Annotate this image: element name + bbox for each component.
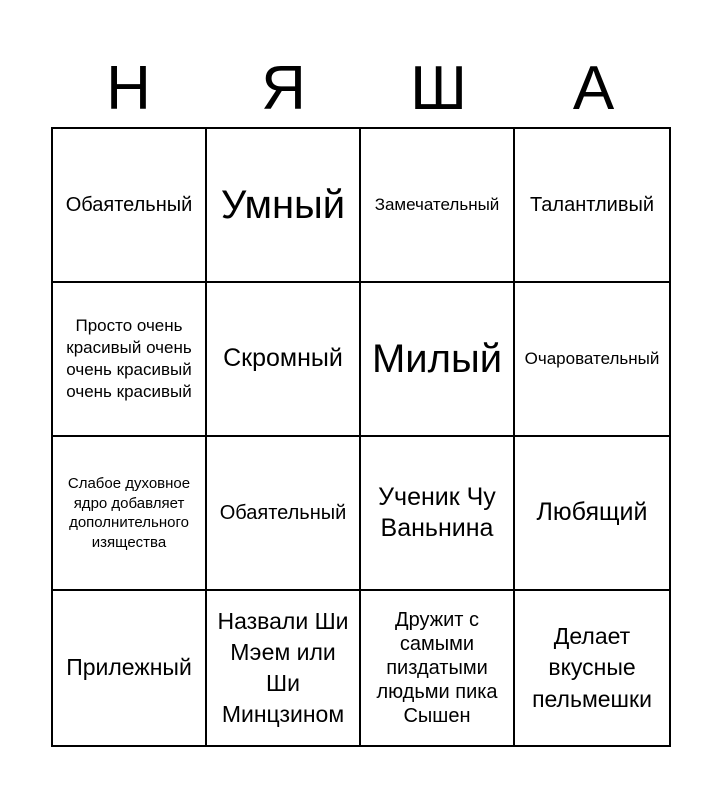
cell-text: Слабое духовное ядро добавляет дополнительного изящества [67,475,191,551]
cell-text: Умный [220,183,346,227]
bingo-cell[interactable] [53,437,207,591]
bingo-cell[interactable] [515,437,669,591]
cell-text: Талантливый [529,194,654,216]
cell-text: Прилежный [66,654,192,681]
cell-text: Просто очень красивый очень очень красивый очень красивый [66,315,192,402]
cell-text: Замечательный [374,194,500,214]
header-letter: А [572,54,615,123]
bingo-cell[interactable] [207,129,361,283]
cell-text: Делает вкусные пельмешки [532,623,652,712]
cell-text: Скромный [223,344,343,373]
bingo-cell[interactable] [53,591,207,745]
bingo-cell[interactable] [361,283,515,437]
cell-text: Назвали Ши Мэем или Ши Минцзином [217,607,349,728]
cell-text: Дружит с самыми пиздатыми людьми пика Сышен [376,609,498,727]
header-letter: Н [106,54,151,123]
cell-text: Милый [371,337,503,381]
bingo-cell[interactable] [53,283,207,437]
bingo-cell[interactable] [515,129,669,283]
bingo-cell[interactable] [361,437,515,591]
bingo-cell[interactable] [515,283,669,437]
bingo-board [51,127,671,747]
bingo-cell[interactable] [53,129,207,283]
bingo-cell[interactable] [207,591,361,745]
bingo-cell[interactable] [361,129,515,283]
bingo-cell[interactable] [515,591,669,745]
bingo-header [51,52,671,126]
bingo-cell[interactable] [207,283,361,437]
cell-text: Обаятельный [65,194,193,216]
header-letter: Я [261,54,306,123]
bingo-cell[interactable] [361,591,515,745]
cell-text: Обаятельный [219,502,347,524]
bingo-cell[interactable] [207,437,361,591]
cell-text: Ученик Чу Ваньнина [378,482,496,542]
cell-text: Очаровательный [524,348,660,368]
cell-text: Любящий [536,498,648,527]
header-letter: Ш [410,54,467,123]
